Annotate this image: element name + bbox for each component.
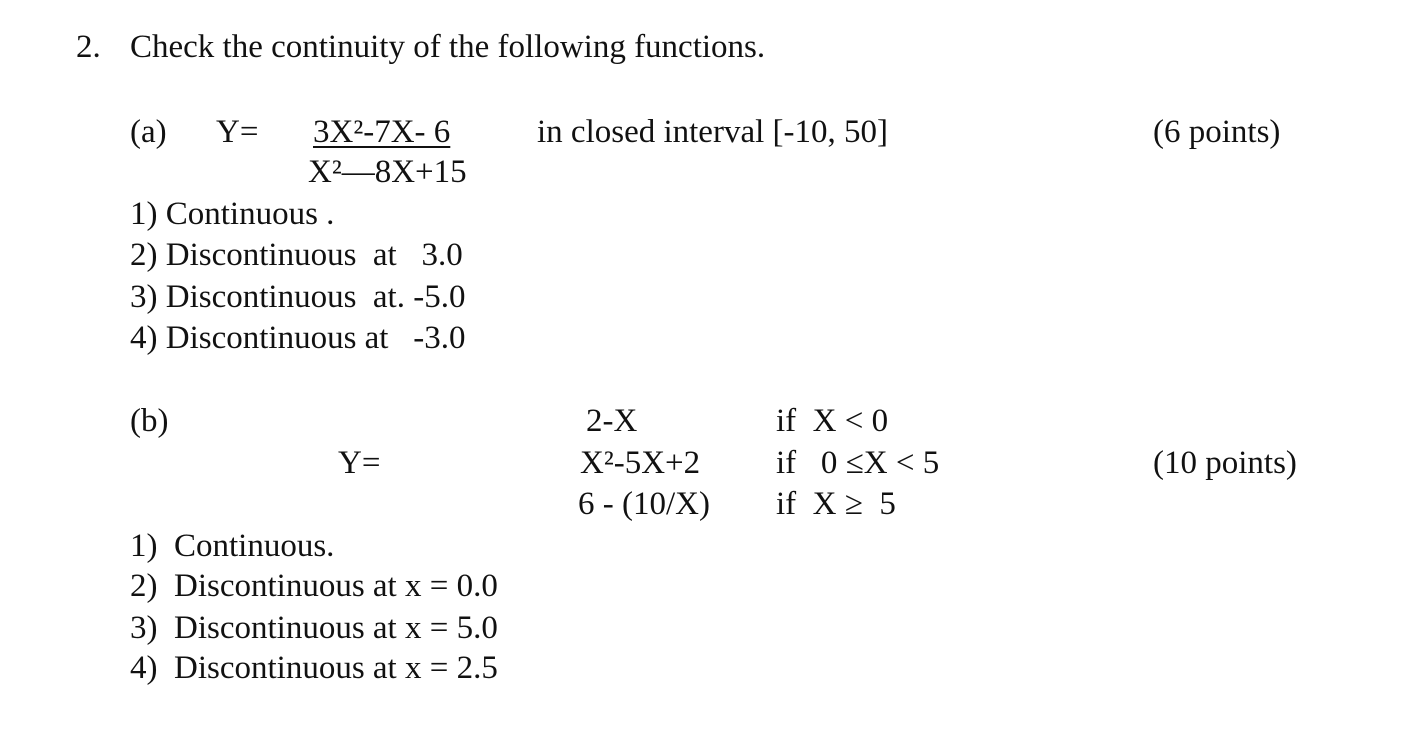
cond-1-op1: < (844, 403, 864, 439)
part-a-numerator-text: 3X²-7X- 6 (313, 114, 451, 150)
cond-2-op2: < (895, 445, 915, 481)
part-a-interval: in closed interval [-10, 50] (537, 114, 888, 150)
part-a-label: (a) (130, 114, 167, 150)
cond-1-mid: 0 (863, 403, 889, 439)
part-b-option-2: 2) Discontinuous at x = 0.0 (130, 568, 498, 604)
part-b-option-1: 1) Continuous. (130, 528, 335, 564)
cond-2-op1: ≤ (845, 445, 864, 481)
cond-2-post: 5 (914, 445, 940, 481)
part-a-option-2: 2) Discontinuous at 3.0 (130, 237, 463, 273)
cond-2-mid: X (863, 445, 888, 481)
part-b-option-4: 4) Discontinuous at x = 2.5 (130, 650, 498, 686)
part-a-denominator: X²—8X+15 (308, 154, 467, 190)
part-b-piece-3-condition (776, 488, 896, 521)
part-b-piece-2-condition (776, 447, 939, 480)
cond-1-pre: if X (776, 403, 837, 439)
question-number: 2. (76, 29, 101, 65)
part-b-option-3: 3) Discontinuous at x = 5.0 (130, 610, 498, 646)
part-a-points: (6 points) (1153, 114, 1281, 150)
part-a-option-3: 3) Discontinuous at. -5.0 (130, 279, 466, 315)
part-b-piece-1-expr: 2-X (586, 403, 638, 439)
part-b-piece-1-condition (776, 405, 888, 438)
part-b-piece-2-expr: X²-5X+2 (580, 445, 701, 481)
cond-3-mid: 5 (862, 486, 896, 522)
part-a-option-4: 4) Discontinuous at -3.0 (130, 320, 466, 356)
part-b-piece-3-expr: 6 - (10/X) (578, 486, 710, 522)
part-b-points: (10 points) (1153, 445, 1297, 481)
part-a-option-1: 1) Continuous . (130, 196, 335, 232)
part-a-numerator (313, 116, 450, 149)
part-a-y-label: Y= (216, 114, 259, 150)
cond-2-pre: if 0 (776, 445, 838, 481)
part-b-label: (b) (130, 403, 169, 439)
cond-3-pre: if X (776, 486, 837, 522)
question-title: Check the continuity of the following functions. (130, 29, 766, 65)
cond-3-op1: ≥ (844, 486, 863, 522)
part-b-y-label: Y= (338, 445, 381, 481)
